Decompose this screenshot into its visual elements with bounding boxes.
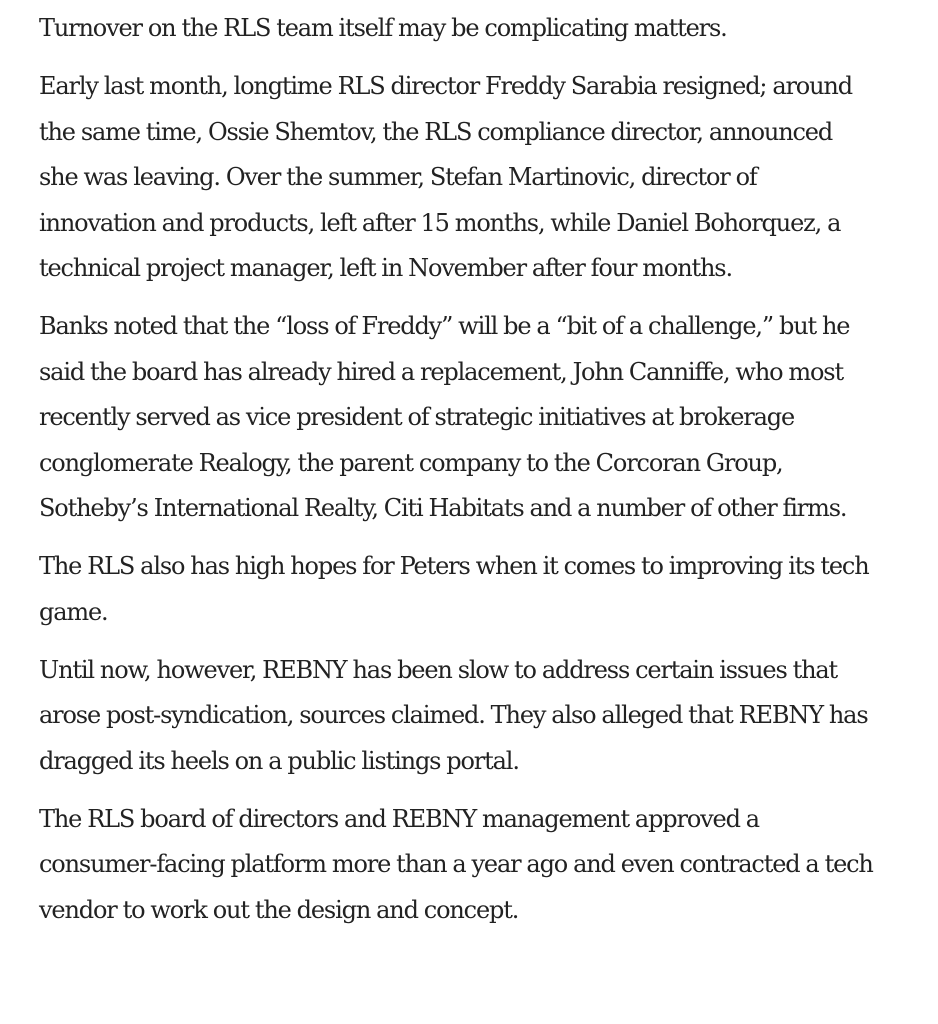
paragraph-rebny-slow: Until now, however, REBNY has been slow to address certain issues that arose post-syndication, sources claimed. They also alleged that REBNY has dragged its heels on a public listings portal. xyxy=(39,655,868,775)
article-body xyxy=(39,6,874,946)
paragraph-platform: The RLS board of directors and REBNY management approved a consumer-facing platform more than a year ago and even contracted a tech vendor to work out the design and concept. xyxy=(39,804,873,924)
paragraph-tech-hopes: The RLS also has high hopes for Peters when it comes to improving its tech game. xyxy=(39,552,869,626)
paragraph-replacement: Banks noted that the “loss of Freddy” will be a “bit of a challenge,” but he said the board has already hired a replacement, John Canniffe, who most recently served as vice president of strategic initiatives at brokerage conglomerate Realogy, the parent company to the Corcoran Group, Sotheby’s International Realty, Citi Habitats and a number of other firms. xyxy=(39,312,850,522)
paragraph-departures: Early last month, longtime RLS director Freddy Sarabia resigned; around the same time, Ossie Shemtov, the RLS compliance director, announced she was leaving. Over the summer, Stefan Martinovic, director of innovation and products, left after 15 months, while Daniel Bohorquez, a technical project manager, left in November after four months. xyxy=(39,72,852,282)
paragraph-turnover: Turnover on the RLS team itself may be complicating matters. xyxy=(39,14,727,42)
